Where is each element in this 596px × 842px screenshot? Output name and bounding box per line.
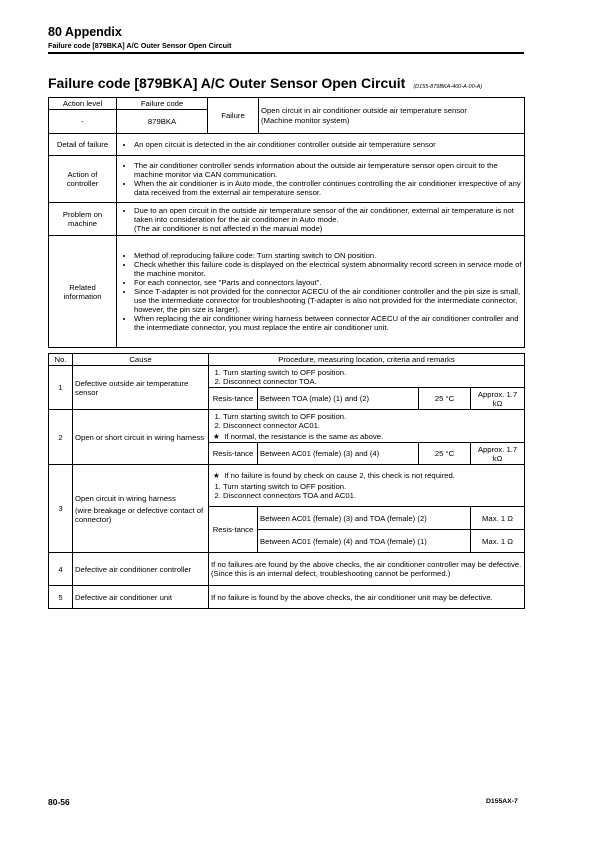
procedure-text: If no failure is found by the above checks, the air conditioner unit may be defective.: [209, 586, 525, 609]
measure-value: Max. 1 Ω: [471, 530, 525, 553]
procedure-text: If no failures are found by the above checks, the air conditioner controller may be defective. (Since this is an internal defect, troubleshooting cannot be performed.): [209, 553, 525, 586]
related-item: • Since T-adapter is not provided for the connector ACECU of the air conditioner controller and the pin size is small, use the intermediate connector for troubleshooting (T-adapter is also not provided for the intermediate connector, however, the pin size is larger).: [134, 287, 522, 314]
cause-text: [73, 465, 209, 553]
cause-no: 4: [49, 553, 73, 586]
problem-text: Due to an open circuit in the outside air temperature sensor of the air conditioner, external air temperature is not taken into consideration for the air conditioner in Auto mode.: [134, 205, 514, 224]
action-content: [117, 156, 525, 203]
procedure-step: 2. Disconnect connectors TOA and AC01.: [223, 491, 522, 500]
section-title: 80 Appendix: [48, 25, 122, 39]
procedure-steps: [209, 465, 525, 507]
cause-no: 2: [49, 410, 73, 465]
related-item: • Check whether this failure code is displayed on the electrical system abnormality record screen in service mode of the machine monitor.: [134, 260, 522, 278]
measure-location: Between AC01 (female) (3) and TOA (female) (2): [258, 507, 471, 530]
cause-text: Open or short circuit in wiring harness: [73, 410, 209, 465]
related-item: • Method of reproducing failure code: Turn starting switch to ON position.: [134, 251, 522, 260]
star-icon: ★: [213, 471, 220, 480]
detail-item: • An open circuit is detected in the air conditioner controller outside air temperature sensor: [134, 140, 522, 149]
header-procedure: Procedure, measuring location, criteria and remarks: [209, 354, 525, 366]
header-rule: [48, 52, 524, 54]
page-title: [48, 75, 482, 91]
procedure-step: 2. Disconnect connector AC01.: [223, 421, 522, 430]
action-level-value: -: [49, 110, 117, 134]
related-label: Related information: [49, 236, 117, 348]
procedure-step: 1. Turn starting switch to OFF position.: [223, 368, 522, 377]
cause-text-note: (wire breakage or defective contact of connector): [75, 505, 204, 524]
model-code: D155AX-7: [486, 798, 518, 805]
measure-temperature: 25 °C: [419, 443, 471, 465]
action-item: • When the air conditioner is in Auto mode, the controller continues controlling the air conditioner irrespective of any data received from the external air temperature sensor.: [134, 179, 522, 197]
star-icon: ★: [213, 431, 220, 441]
related-item: • When replacing the air conditioner wiring harness between connector ACECU of the air conditioner controller and the intermediate connector, you must replace the entire air conditioner unit.: [134, 314, 522, 332]
failure-text: [259, 98, 525, 134]
related-content: [117, 236, 525, 348]
problem-content: [117, 203, 525, 236]
section-subtitle: Failure code [879BKA] A/C Outer Sensor Open Circuit: [48, 41, 232, 50]
procedure-note: [211, 471, 522, 480]
resistance-label: Resis-tance: [209, 443, 258, 465]
procedure-note: [211, 432, 522, 441]
related-item: • For each connector, see "Parts and connectors layout".: [134, 278, 522, 287]
cause-table: [48, 353, 525, 609]
header-cause: Cause: [73, 354, 209, 366]
procedure-note-text: If normal, the resistance is the same as above.: [224, 431, 384, 441]
failure-text-note: (Machine monitor system): [261, 116, 350, 125]
measure-location: Between AC01 (female) (3) and (4): [258, 443, 419, 465]
cause-text: Defective air conditioner controller: [73, 553, 209, 586]
measure-value: Max. 1 Ω: [471, 507, 525, 530]
procedure-steps: [209, 366, 525, 388]
resistance-label: Resis-tance: [209, 388, 258, 410]
problem-item: [134, 206, 522, 233]
procedure-note-text: If no failure is found by check on cause 2, this check is not required.: [224, 471, 455, 480]
resistance-label: Resis-tance: [209, 507, 258, 553]
failure-info-table: [48, 97, 525, 348]
measure-value: Approx. 1.7 kΩ: [471, 388, 525, 410]
header-failure-code: Failure code: [117, 98, 208, 110]
action-item: • The air conditioner controller sends information about the outside air temperature sensor open circuit to the machine monitor via CAN communication.: [134, 161, 522, 179]
measure-value: Approx. 1.7 kΩ: [471, 443, 525, 465]
problem-label: Problem on machine: [49, 203, 117, 236]
measure-location: Between AC01 (female) (4) and TOA (female) (1): [258, 530, 471, 553]
action-label: Action of controller: [49, 156, 117, 203]
measure-location: Between TOA (male) (1) and (2): [258, 388, 419, 410]
procedure-step: 1. Turn starting switch to OFF position.: [223, 412, 522, 421]
title-code: (D155-879BKA-400-A-00-A): [413, 84, 483, 90]
header-action-level: Action level: [49, 98, 117, 110]
page-title-text: Failure code [879BKA] A/C Outer Sensor Open Circuit: [48, 75, 406, 91]
procedure-step: 1. Turn starting switch to OFF position.: [223, 482, 522, 491]
procedure-step: 2. Disconnect connector TOA.: [223, 377, 522, 386]
header-no: No.: [49, 354, 73, 366]
cause-text-line: Open circuit in wiring harness: [75, 493, 176, 503]
failure-label: Failure: [208, 98, 259, 134]
cause-no: 3: [49, 465, 73, 553]
failure-text-line: Open circuit in air conditioner outside air temperature sensor: [261, 106, 467, 115]
cause-text: Defective outside air temperature sensor: [73, 366, 209, 410]
cause-no: 5: [49, 586, 73, 609]
cause-no: 1: [49, 366, 73, 410]
cause-text: Defective air conditioner unit: [73, 586, 209, 609]
page-number: 80-56: [48, 797, 70, 807]
problem-note: (The air conditioner is not affected in the manual mode): [134, 223, 323, 233]
procedure-steps: [209, 410, 525, 443]
measure-temperature: 25 °C: [419, 388, 471, 410]
detail-label: Detail of failure: [49, 134, 117, 156]
failure-code-value: 879BKA: [117, 110, 208, 134]
detail-content: [117, 134, 525, 156]
